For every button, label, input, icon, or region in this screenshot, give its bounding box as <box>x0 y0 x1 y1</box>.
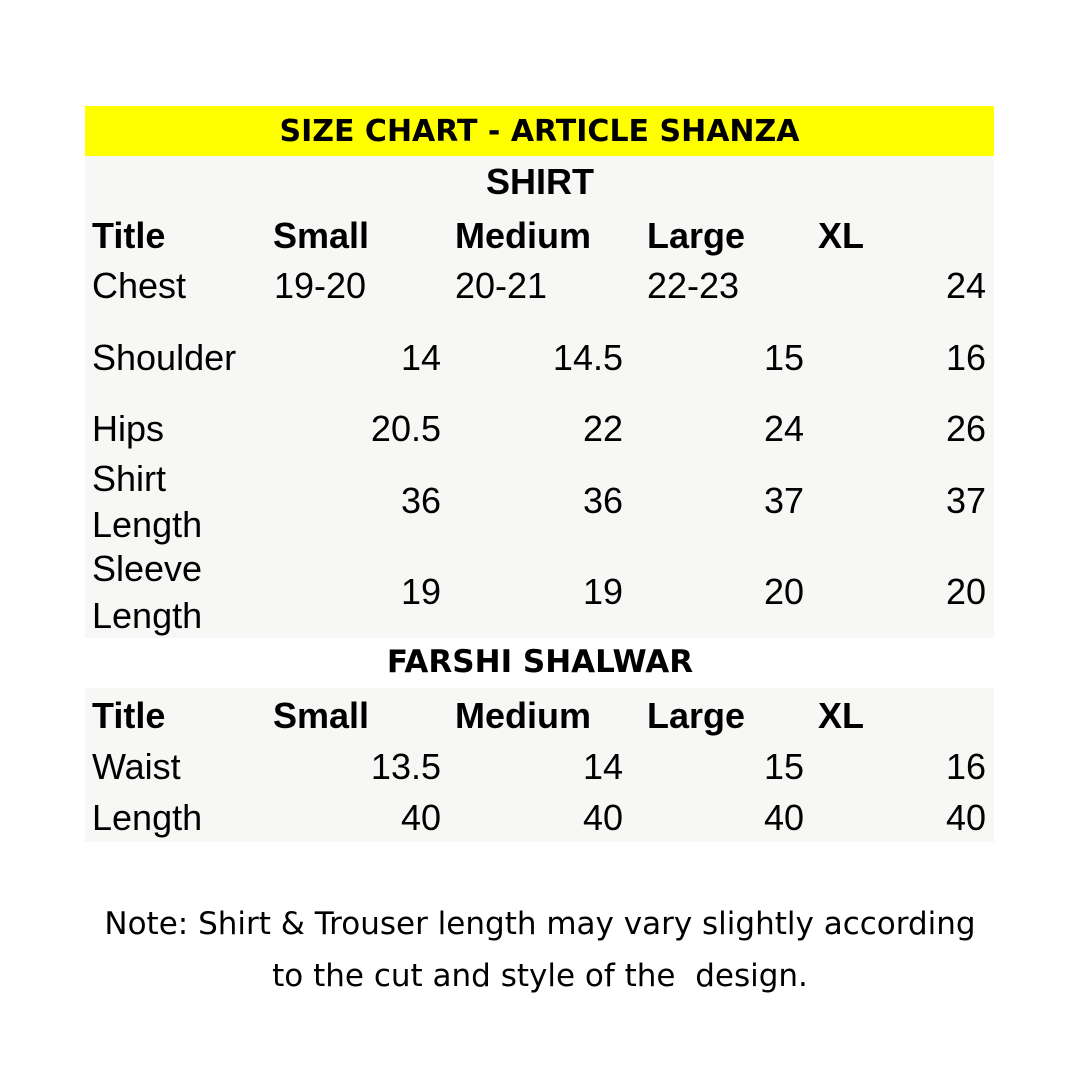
cell-sleeve-length-large: 20 <box>763 571 804 612</box>
cell-length-large: 40 <box>763 797 804 838</box>
cell-shoulder-large: 15 <box>763 337 804 378</box>
cell-shoulder-small: 14 <box>400 337 441 378</box>
cell-hips-medium: 22 <box>582 408 623 449</box>
cell-shirt-length-large: 37 <box>763 480 804 521</box>
cell-chest-xl: 24 <box>945 265 986 306</box>
cell-hips-large: 24 <box>763 408 804 449</box>
shirt-header-title: Title <box>92 215 166 256</box>
cell-waist-large: 15 <box>763 746 804 787</box>
shalwar-header-xl: XL <box>818 695 865 736</box>
cell-sleeve-length-xl: 20 <box>945 571 986 612</box>
size-chart-title: SIZE CHART - ARTICLE SHANZA <box>279 113 800 149</box>
shirt-header-large: Large <box>647 215 746 256</box>
row-label-shirt-length-line1: Shirt <box>92 458 167 499</box>
cell-waist-xl: 16 <box>945 746 986 787</box>
shalwar-section-title: FARSHI SHALWAR <box>386 644 694 680</box>
size-note <box>60 898 1020 1002</box>
shalwar-header-medium: Medium <box>455 695 592 736</box>
row-label-length: Length <box>92 797 203 838</box>
row-label-waist: Waist <box>92 746 181 787</box>
cell-chest-large: 22-23 <box>647 265 740 306</box>
shalwar-header-large: Large <box>647 695 746 736</box>
shirt-header-small: Small <box>273 215 370 256</box>
row-label-shoulder: Shoulder <box>92 337 237 378</box>
cell-shirt-length-small: 36 <box>400 480 441 521</box>
cell-hips-small: 20.5 <box>370 408 441 449</box>
cell-shirt-length-medium: 36 <box>582 480 623 521</box>
row-label-sleeve-length-line1: Sleeve <box>92 548 203 589</box>
cell-sleeve-length-small: 19 <box>400 571 441 612</box>
row-label-shirt-length-line2: Length <box>92 504 203 545</box>
cell-hips-xl: 26 <box>945 408 986 449</box>
shirt-header-medium: Medium <box>455 215 592 256</box>
cell-length-small: 40 <box>400 797 441 838</box>
shirt-header-xl: XL <box>818 215 865 256</box>
cell-shoulder-medium: 14.5 <box>552 337 623 378</box>
note-line-2: to the cut and style of the design. <box>272 958 808 994</box>
cell-sleeve-length-medium: 19 <box>582 571 623 612</box>
row-label-chest: Chest <box>92 265 187 306</box>
cell-length-xl: 40 <box>945 797 986 838</box>
shalwar-header-title: Title <box>92 695 166 736</box>
row-label-sleeve-length-line2: Length <box>92 595 203 636</box>
shalwar-header-small: Small <box>273 695 370 736</box>
cell-shirt-length-xl: 37 <box>945 480 986 521</box>
cell-length-medium: 40 <box>582 797 623 838</box>
row-label-hips: Hips <box>92 408 165 449</box>
cell-shoulder-xl: 16 <box>945 337 986 378</box>
cell-chest-medium: 20-21 <box>455 265 548 306</box>
note-line-1: Note: Shirt & Trouser length may vary slightly according <box>104 906 976 942</box>
cell-waist-small: 13.5 <box>370 746 441 787</box>
cell-waist-medium: 14 <box>582 746 623 787</box>
shirt-section-title: SHIRT <box>486 161 594 202</box>
cell-chest-small: 19-20 <box>274 265 367 306</box>
size-chart-banner <box>85 106 994 156</box>
